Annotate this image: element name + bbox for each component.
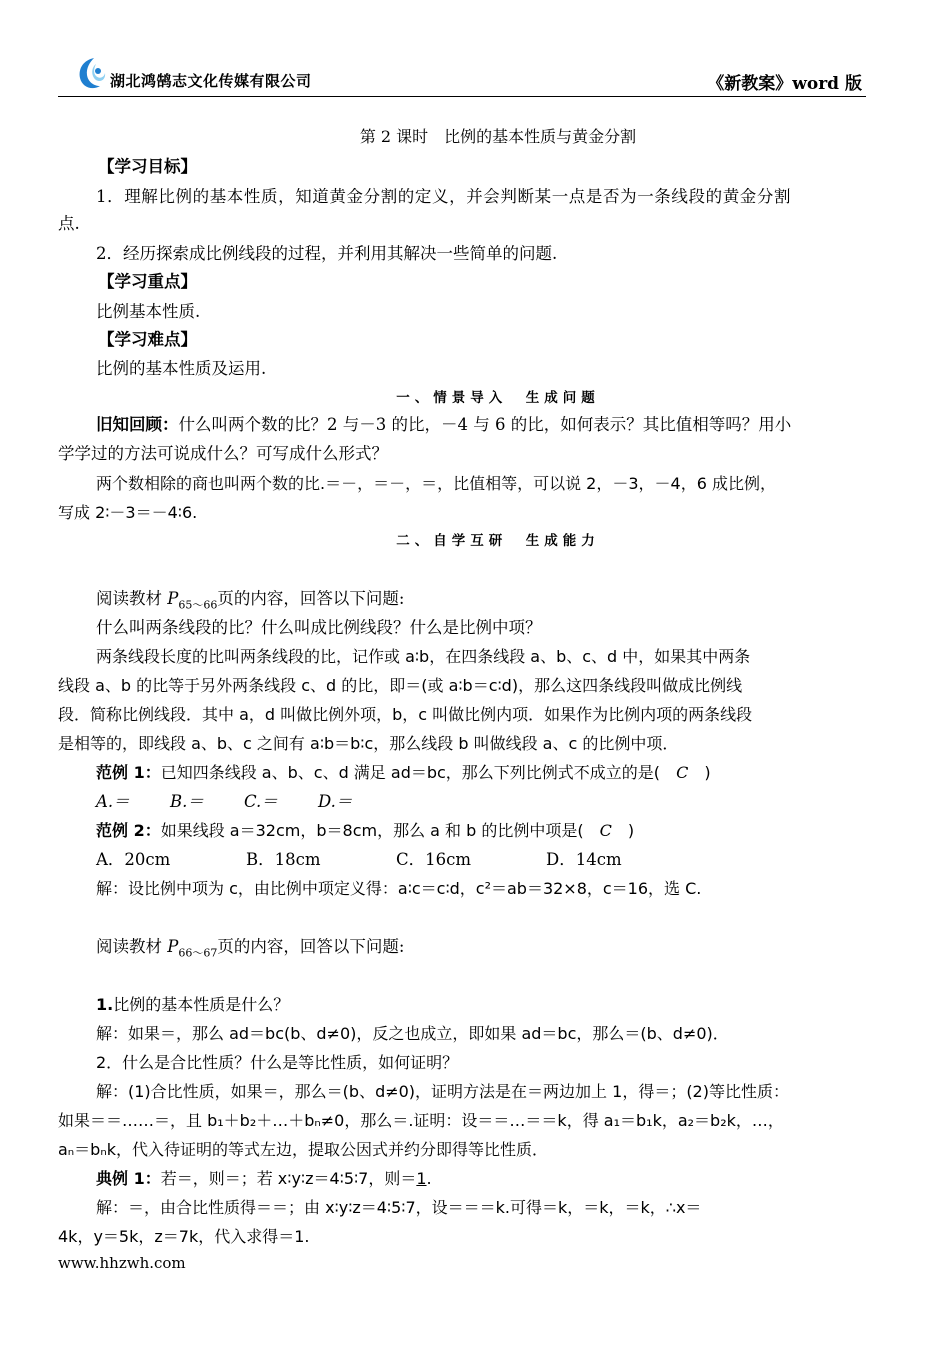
footer-url: www.hhzwh.com bbox=[58, 1254, 186, 1272]
example-2-answer: C bbox=[599, 821, 612, 840]
review-line-1 bbox=[96, 415, 894, 435]
heading-goals: 【学习目标】 bbox=[98, 157, 197, 176]
definition-4: 是相等的，即线段 a、b、c 之间有 a∶b＝b∶c，那么线段 b 叫做线段 a、c 的比例中项． bbox=[58, 734, 679, 753]
option-a: A.＝ bbox=[96, 792, 130, 811]
page-header bbox=[58, 56, 866, 97]
reading-1-page: P bbox=[167, 589, 179, 608]
solution-3-line-2: 4k，y＝5k，z＝7k，代入求得＝1. bbox=[58, 1227, 310, 1246]
question-1-text: 比例的基本性质是什么？ bbox=[113, 995, 290, 1014]
example-2-label: 范例 2： bbox=[96, 821, 161, 840]
goal-1: 1．理解比例的基本性质，知道黄金分割的定义，并会判断某一点是否为一条线段的黄金分割 bbox=[96, 187, 792, 206]
option-c: C．16cm bbox=[396, 850, 472, 869]
section-heading-2: 二、自学互研 生成能力 bbox=[396, 533, 600, 549]
ratio-line-2: 写成 2∶－3＝－4∶6. bbox=[58, 503, 198, 522]
answer-1: 解：如果＝，那么 ad＝bc(b、d≠0)，反之也成立，即如果 ad＝bc，那么＝(b、d≠0)． bbox=[96, 1024, 729, 1043]
example-1-answer: C bbox=[676, 763, 689, 782]
answer-2-line-1: 解：(1)合比性质，如果＝，那么＝(b、d≠0)，证明方法是在＝两边加上 1，得＝；(2)等比性质： bbox=[96, 1082, 789, 1101]
difficulty-text: 比例的基本性质及运用. bbox=[96, 359, 267, 378]
section-heading-1: 一、情景导入 生成问题 bbox=[396, 390, 600, 406]
question-2: 2．什么是合比性质？什么是等比性质，如何证明？ bbox=[96, 1053, 459, 1072]
reading-2-sub: 66～67 bbox=[178, 946, 218, 960]
company-name: 湖北鸿鹄志文化传媒有限公司 bbox=[110, 72, 312, 90]
reading-2-post: 页的内容，回答以下问题: bbox=[217, 937, 405, 956]
heading-focus: 【学习重点】 bbox=[98, 272, 197, 291]
ratio-line-1: 两个数相除的商也叫两个数的比.＝－，＝－，＝，比值相等，可以说 2，－3，－4，6 成比例， bbox=[96, 474, 776, 493]
review-text: 什么叫两个数的比？2 与－3 的比，－4 与 6 的比，如何表示？其比值相等吗？用小 bbox=[178, 415, 792, 434]
example-2-options bbox=[96, 850, 894, 870]
edition-label: 《新教案》word 版 bbox=[707, 74, 862, 94]
definition-1: 两条线段长度的比叫两条线段的比，记作或 a∶b，在四条线段 a、b、c、d 中，如果其中两条 bbox=[96, 647, 751, 666]
focus-text: 比例基本性质. bbox=[96, 302, 201, 321]
goal-2: 2．经历探索成比例线段的过程，并利用其解决一些简单的问题. bbox=[96, 244, 558, 263]
example-2-close: ) bbox=[611, 821, 635, 840]
solution-3-line-1: 解：＝，由合比性质得＝＝；由 x∶y∶z＝4∶5∶7，设＝＝＝k.可得＝k，＝k，＝k，∴x＝ bbox=[96, 1198, 702, 1217]
reading-2-page: P bbox=[167, 937, 179, 956]
example-1-close: ) bbox=[688, 763, 711, 782]
example-2 bbox=[96, 821, 894, 841]
lesson-title: 第 2 课时 比例的基本性质与黄金分割 bbox=[359, 127, 637, 146]
answer-2-line-3: aₙ＝bₙk，代入待证明的等式左边，提取公因式并约分即得等比性质． bbox=[58, 1140, 548, 1159]
review-line-2: 学学过的方法可说成什么？可写成什么形式？ bbox=[58, 444, 388, 463]
example-1 bbox=[96, 763, 894, 783]
example-3-label: 典例 1： bbox=[96, 1169, 161, 1188]
example-2-text: 如果线段 a＝32cm，b＝8cm，那么 a 和 b 的比例中项是( bbox=[160, 821, 600, 840]
option-b: B．18cm bbox=[246, 850, 321, 869]
reading-1-pre: 阅读教材 bbox=[96, 589, 168, 608]
question-segments: 什么叫两条线段的比？什么叫成比例线段？什么是比例中项？ bbox=[96, 618, 542, 637]
option-c: C.＝ bbox=[244, 792, 278, 811]
reading-2-pre: 阅读教材 bbox=[96, 937, 168, 956]
reading-1 bbox=[96, 589, 894, 615]
definition-2: 线段 a、b 的比等于另外两条线段 c、d 的比，即＝(或 a∶b＝c∶d)，那么这四条线段叫做成比例线 bbox=[58, 676, 743, 695]
option-b: B.＝ bbox=[170, 792, 204, 811]
option-d: D.＝ bbox=[318, 792, 353, 811]
reading-1-sub: 65～66 bbox=[178, 598, 218, 612]
example-3 bbox=[96, 1169, 894, 1189]
option-a: A．20cm bbox=[96, 850, 171, 869]
heading-difficulty: 【学习难点】 bbox=[98, 330, 197, 349]
review-label: 旧知回顾： bbox=[96, 415, 179, 434]
example-1-options bbox=[96, 792, 894, 812]
definition-3: 段．简称比例线段．其中 a，d 叫做比例外项，b，c 叫做比例内项．如果作为比例内项的两条线段 bbox=[58, 705, 753, 724]
option-d: D．14cm bbox=[546, 850, 622, 869]
question-1-number: 1. bbox=[96, 995, 114, 1014]
company-logo-icon bbox=[74, 56, 110, 92]
example-3-text: 若＝，则＝；若 x∶y∶z＝4∶5∶7，则＝ bbox=[160, 1169, 417, 1188]
answer-2-line-2: 如果＝＝……＝，且 b₁＋b₂＋…＋bₙ≠0，那么＝.证明：设＝＝…＝＝k，得 a₁＝b₁k，a₂＝b₂k，…， bbox=[58, 1111, 784, 1130]
goal-1-cont: 点. bbox=[58, 214, 80, 233]
reading-2 bbox=[96, 937, 894, 963]
example-1-text: 已知四条线段 a、b、c、d 满足 ad＝bc，那么下列比例式不成立的是( bbox=[160, 763, 677, 782]
example-3-answer: 1 bbox=[416, 1169, 427, 1188]
reading-1-post: 页的内容，回答以下问题: bbox=[217, 589, 405, 608]
solution-1: 解：设比例中项为 c，由比例中项定义得：a∶c＝c∶d，c²＝ab＝32×8，c＝16，选 C. bbox=[96, 879, 702, 898]
question-1 bbox=[96, 995, 894, 1015]
example-1-label: 范例 1： bbox=[96, 763, 161, 782]
example-3-end: . bbox=[426, 1169, 432, 1188]
